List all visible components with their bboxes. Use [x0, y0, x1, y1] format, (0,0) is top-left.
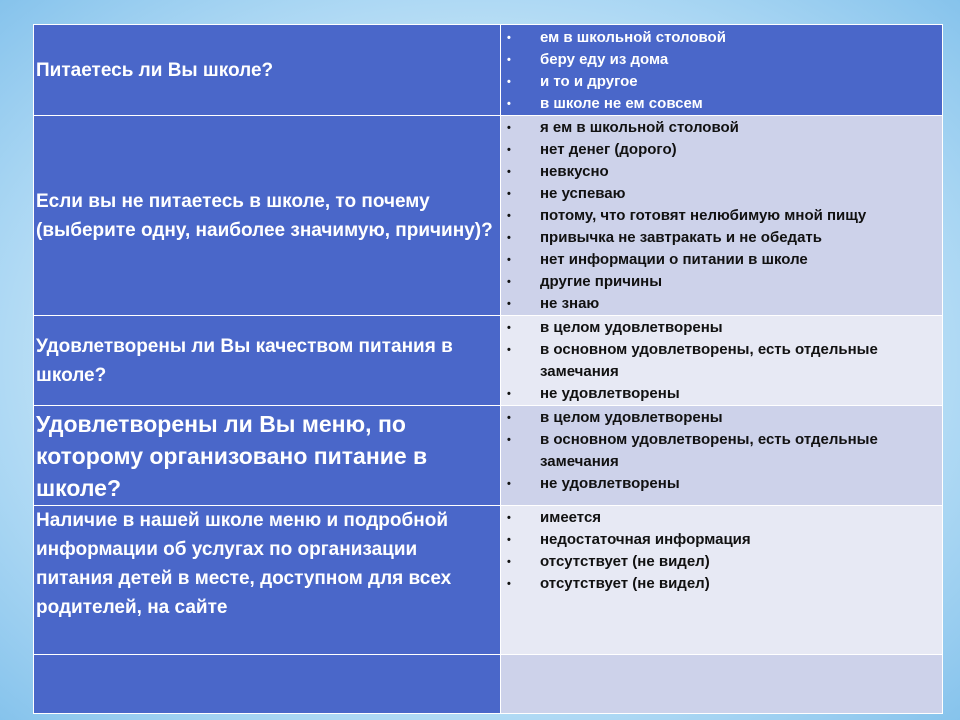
bullet-icon: •	[507, 32, 511, 44]
options-cell	[501, 116, 943, 316]
bullet-icon: •	[507, 188, 511, 200]
bullet-icon: •	[507, 344, 511, 356]
bullet-icon: •	[507, 166, 511, 178]
list-item: • не знаю	[505, 293, 938, 315]
bullet-icon: •	[507, 54, 511, 66]
bullet-icon: •	[507, 122, 511, 134]
list-item: • беру еду из дома	[505, 49, 938, 71]
bullet-icon: •	[507, 512, 511, 524]
options-list	[505, 507, 938, 595]
list-item: • не удовлетворены	[505, 473, 938, 495]
list-item: • нет информации о питании в школе	[505, 249, 938, 271]
question-cell	[34, 316, 501, 406]
options-list	[505, 317, 938, 405]
question-text: Удовлетворены ли Вы меню, по которому организовано питание в школе?	[36, 410, 428, 501]
list-item: • и то и другое	[505, 71, 938, 93]
bullet-icon: •	[507, 434, 511, 446]
question-text: Если вы не питаетесь в школе, то почему (выберите одну, наиболее значимую, причину)?	[36, 190, 493, 241]
question-cell	[34, 25, 501, 116]
list-item: • в целом удовлетворены	[505, 317, 938, 339]
question-text: Наличие в нашей школе меню и подробной информации об услугах по организации питания детей в месте, доступном для всех родителей, на сайте	[36, 510, 452, 618]
question-cell	[34, 116, 501, 316]
survey-table	[33, 24, 943, 714]
bullet-icon: •	[507, 210, 511, 222]
list-item: • в основном удовлетворены, есть отдельные замечания	[507, 341, 878, 380]
list-item: • не успеваю	[505, 183, 938, 205]
options-list	[505, 27, 938, 115]
list-item: • в основном удовлетворены, есть отдельные замечания	[507, 431, 878, 470]
bullet-icon: •	[507, 254, 511, 266]
list-item: • ем в школьной столовой	[505, 27, 938, 49]
list-item: • имеется	[505, 507, 938, 529]
list-item: • не удовлетворены	[505, 383, 938, 405]
question-cell	[34, 506, 501, 655]
bullet-icon: •	[507, 144, 511, 156]
options-list	[505, 117, 938, 315]
question-text: Питаетесь ли Вы школе?	[36, 59, 274, 81]
bullet-icon: •	[507, 412, 511, 424]
options-cell	[501, 25, 943, 116]
list-item: • привычка не завтракать и не обедать	[505, 227, 938, 249]
list-item: • я ем в школьной столовой	[505, 117, 938, 139]
list-item: • нет денег (дорого)	[505, 139, 938, 161]
bullet-icon: •	[507, 76, 511, 88]
list-item: • недостаточная информация	[505, 529, 938, 551]
bullet-icon: •	[507, 388, 511, 400]
bullet-icon: •	[507, 578, 511, 590]
bullet-icon: •	[507, 556, 511, 568]
list-item: • отсутствует (не видел)	[505, 551, 938, 573]
list-item: • потому, что готовят нелюбимую мной пищу	[505, 205, 938, 227]
bullet-icon: •	[507, 276, 511, 288]
bullet-icon: •	[507, 534, 511, 546]
table-row	[34, 116, 943, 316]
bullet-icon: •	[507, 232, 511, 244]
question-cell	[34, 406, 501, 506]
list-item: • другие причины	[505, 271, 938, 293]
list-item: • отсутствует (не видел)	[505, 573, 938, 595]
table-row	[34, 316, 943, 406]
table-row	[34, 655, 943, 714]
list-item: • в школе не ем совсем	[505, 93, 938, 115]
bullet-icon: •	[507, 298, 511, 310]
bullet-icon: •	[507, 322, 511, 334]
question-cell	[34, 655, 501, 714]
list-item: • в целом удовлетворены	[505, 407, 938, 429]
table-row	[34, 25, 943, 116]
options-list	[505, 407, 938, 495]
table-row	[34, 506, 943, 655]
bullet-icon: •	[507, 98, 511, 110]
options-cell	[501, 406, 943, 506]
table-row	[34, 406, 943, 506]
options-cell	[501, 316, 943, 406]
list-item: • невкусно	[505, 161, 938, 183]
options-cell	[501, 655, 943, 714]
question-text: Удовлетворены ли Вы качеством питания в школе?	[36, 335, 453, 386]
bullet-icon: •	[507, 478, 511, 490]
options-cell	[501, 506, 943, 655]
